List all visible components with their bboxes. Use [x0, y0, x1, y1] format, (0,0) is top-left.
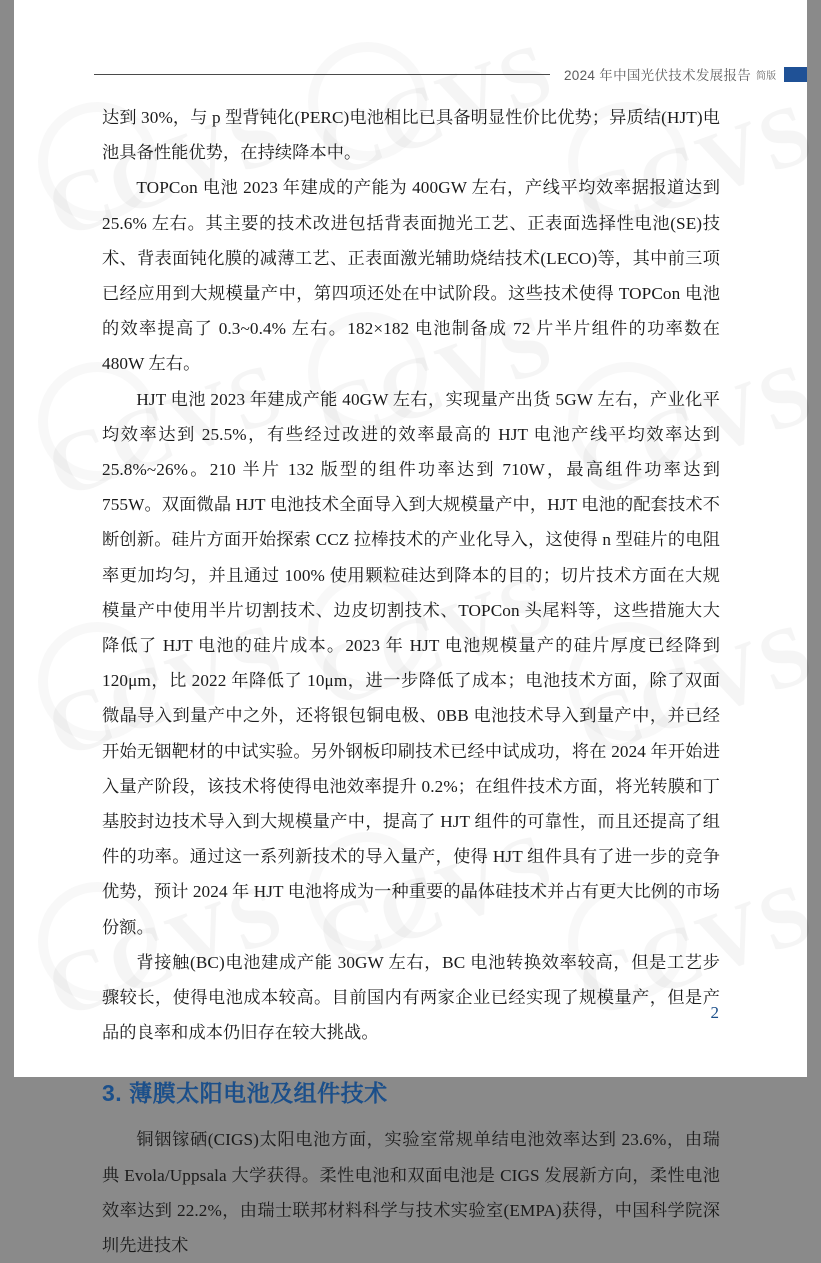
paragraph-perc-hjt-intro: 达到 30%，与 p 型背钝化(PERC)电池相比已具备明显性价比优势；异质结(HJT)电池具备性能优势，在持续降本中。 [102, 108, 720, 163]
header-rule-divider [94, 74, 550, 75]
page-content [102, 100, 720, 1263]
paragraph-bc: 背接触(BC)电池建成产能 30GW 左右，BC 电池转换效率较高，但是工艺步骤较长，使得电池成本较高。目前国内有两家企业已经实现了规模量产，但是产品的良率和成本仍旧存在较大挑战。 [102, 952, 720, 1043]
paragraph-hjt: HJT 电池 2023 年建成产能 40GW 左右，实现量产出货 5GW 左右，产业化平均效率达到 25.5%，有些经过改进的效率最高的 HJT 电池产线平均效率达到 25.8%~26%。210 半片 132 版型的组件功率达到 710W，最高组件功率达到 755W。双面微晶 HJT 电池技术全面导入到大规模量产中，HJT 电池的配套技术不断创新。硅片方面开始探索 CCZ 拉棒技术的产业化导入，这使得 n 型硅片的电阻率更加均匀，并且通过 100% 使用颗粒硅达到降本的目的；切片技术方面在大规模量产中使用半片切割技术、边皮切割技术、TOPCon 头尾料等，这些措施大大降低了 HJT 电池的硅片成本。2023 年 HJT 电池规模量产的硅片厚度已经降到 120μm，比 2022 年降低了 10μm，进一步降低了成本；电池技术方面，除了双面微晶导入到量产中之外，还将银包铜电极、0BB 电池技术导入到量产中，并已经开始无铟靶材的中试实验。另外钢板印刷技术已经中试成功，将在 2024 年开始进入量产阶段，该技术将使得电池效率提升 0.2%；在组件技术方面，将光转膜和丁基胶封边技术导入到大规模量产中，提高了 HJT 组件的可靠性，而且还提高了组件的功率。通过这一系列新技术的导入量产，使得 HJT 组件具有了进一步的竞争优势，预计 2024 年 HJT 电池将成为一种重要的晶体硅技术并占有更大比例的市场份额。 [102, 389, 720, 937]
header-title: 2024 年中国光伏技术发展报告 [564, 68, 752, 83]
header-subtitle: 简版 [756, 70, 777, 82]
page-footer [14, 1003, 807, 1023]
header-accent-block [784, 67, 807, 82]
document-page [14, 0, 807, 1256]
page-number: 2 [710, 1003, 719, 1022]
page-header [14, 58, 807, 90]
paragraph-cigs: 铜铟镓硒(CIGS)太阳电池方面，实验室常规单结电池效率达到 23.6%，由瑞典 Evola/Uppsala 大学获得。柔性电池和双面电池是 CIGS 发展新方向，柔性电池效率达到 22.2%，由瑞士联邦材料科学与技术实验室(EMPA)获得，中国科学院深圳先进技术 [102, 1130, 721, 1256]
section-heading-3: 3. 薄膜太阳电池及组件技术 [102, 1080, 388, 1107]
paragraph-topcon: TOPCon 电池 2023 年建成的产能为 400GW 左右，产线平均效率据报道达到 25.6% 左右。其主要的技术改进包括背表面抛光工艺、正表面选择性电池(SE)技术、背表面钝化膜的减薄工艺、正表面激光辅助烧结技术(LECO)等，其中前三项已经应用到大规模量产中，第四项还处在中试阶段。这些技术使得 TOPCon 电池的效率提高了 0.3~0.4% 左右。182×182 电池制备成 72 片半片组件的功率数在 480W 左右。 [102, 178, 720, 374]
